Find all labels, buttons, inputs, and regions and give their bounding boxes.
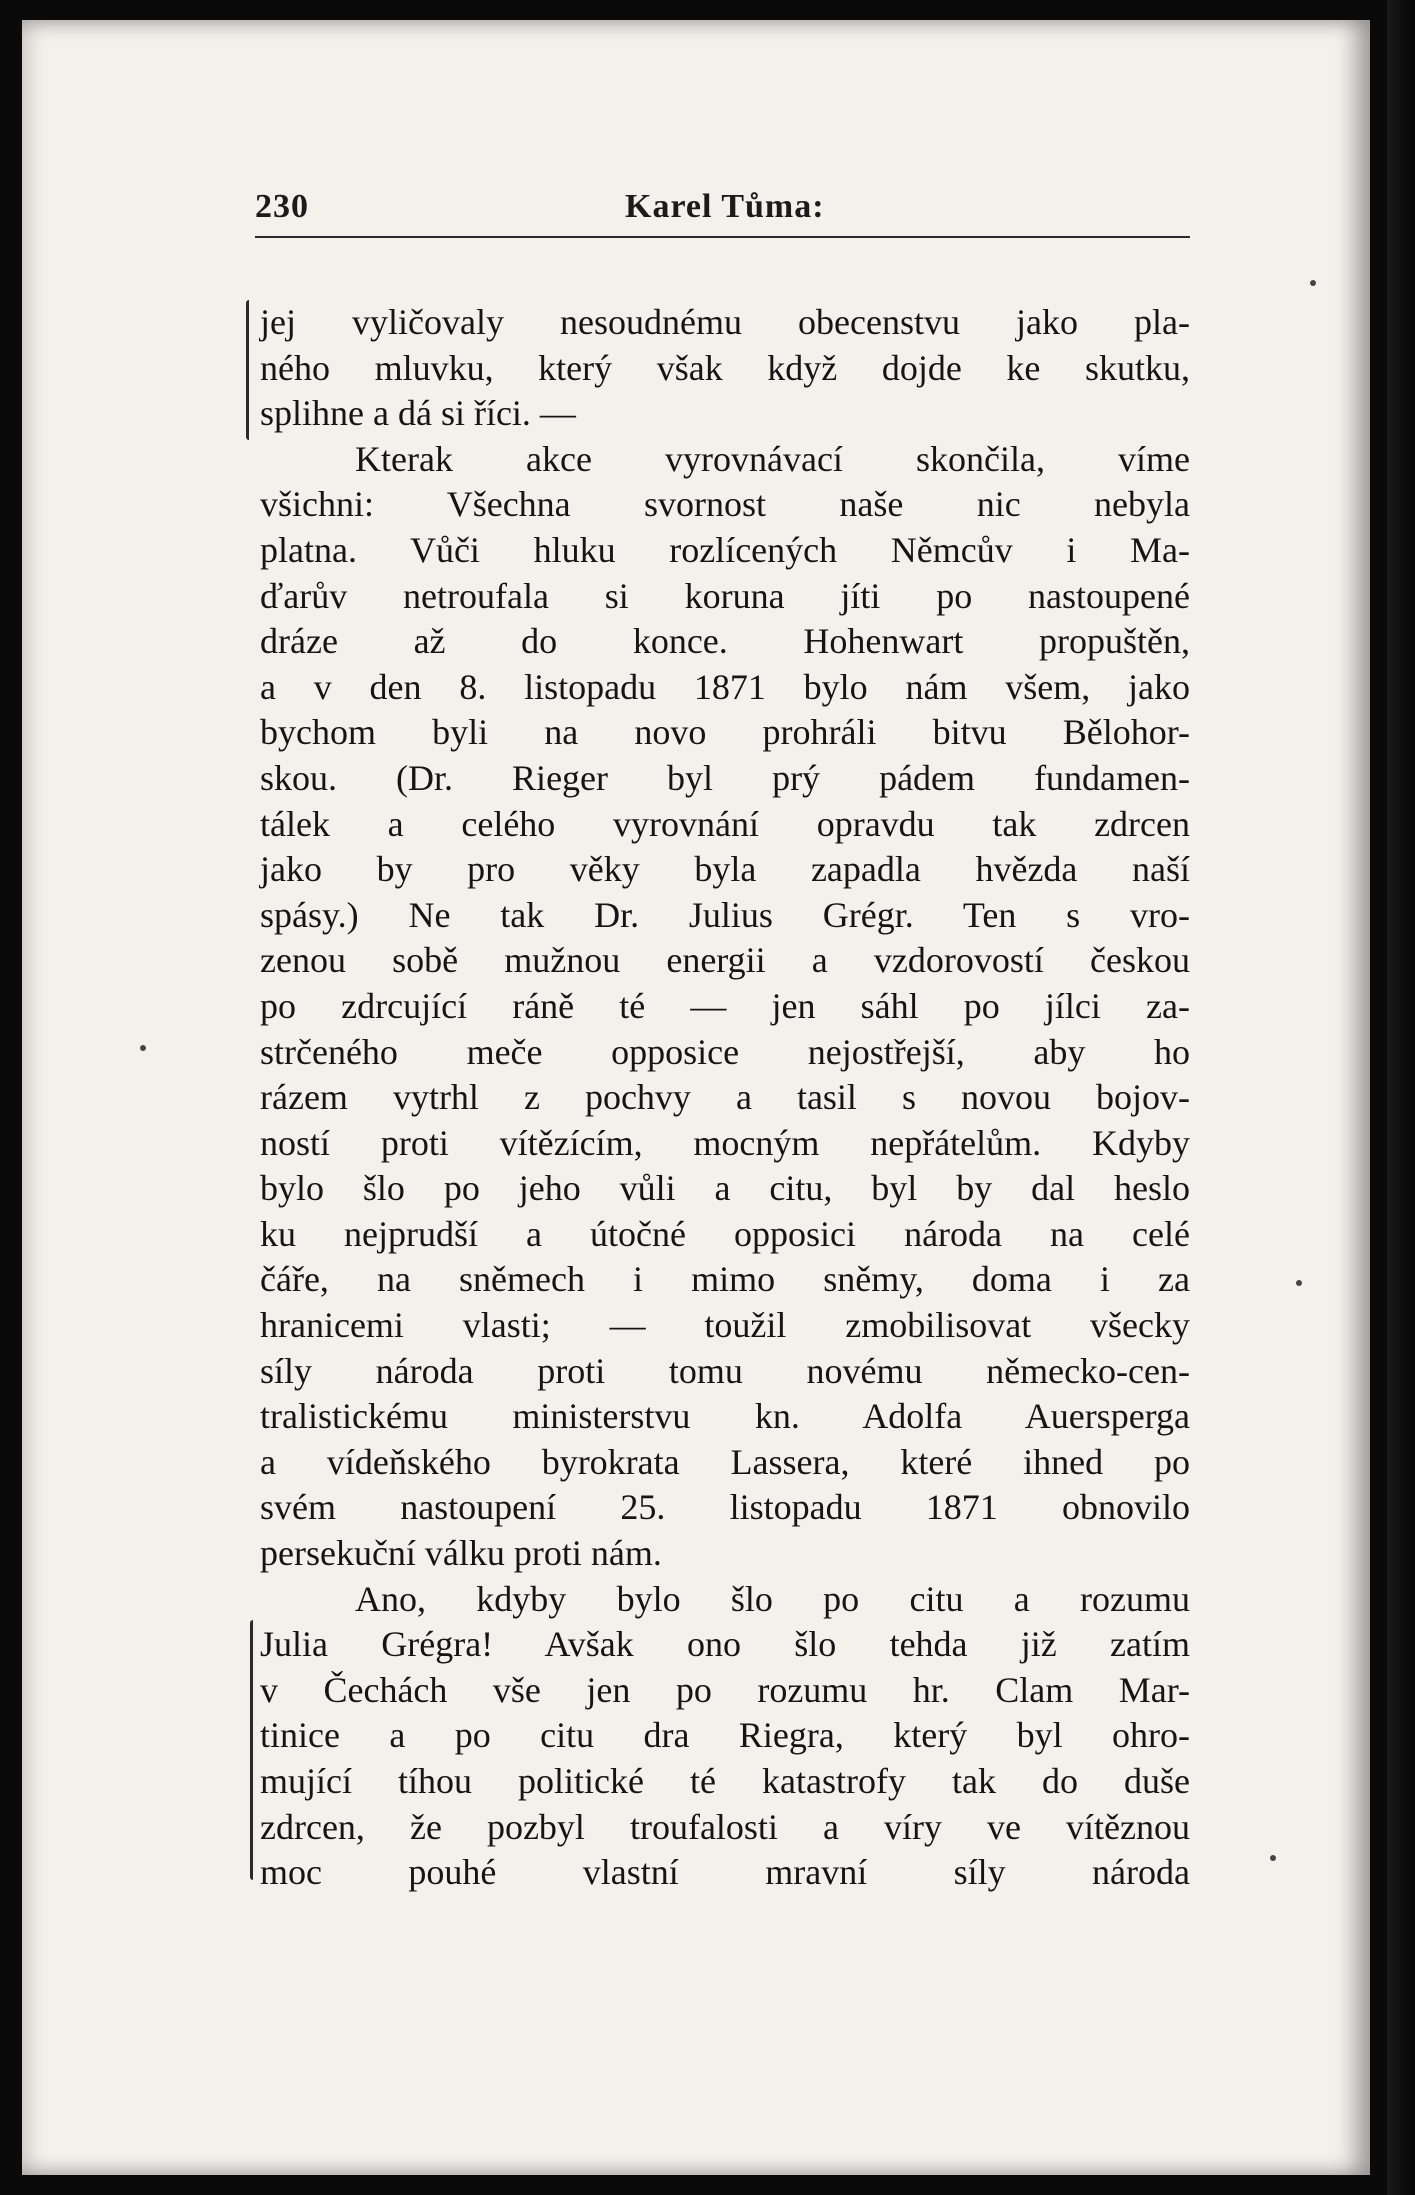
- text-line: rázem vytrhl z pochvy a tasil s novou bojov-: [260, 1077, 1190, 1118]
- text-line: Ano, kdyby bylo šlo po citu a rozumu: [355, 1578, 1190, 1619]
- text-line: skou. (Dr. Rieger byl prý pádem fundamen-: [260, 757, 1190, 798]
- text-line: tálek a celého vyrovnání opravdu tak zdrcen: [260, 803, 1190, 844]
- text-line: ďarův netroufala si koruna jíti po nastoupené: [260, 575, 1190, 616]
- page-number: 230: [255, 188, 309, 225]
- text-line: hranicemi vlasti; — toužil zmobilisovat všecky: [260, 1305, 1190, 1346]
- paper-speck: [1296, 1280, 1302, 1286]
- text-line: moc pouhé vlastní mravní síly národa: [260, 1852, 1190, 1893]
- text-line: všichni: Všechna svornost naše nic nebyla: [260, 484, 1190, 525]
- text-line: splihne a dá si říci. —: [260, 393, 576, 434]
- margin-pencil-mark: [246, 300, 249, 440]
- text-line: persekuční válku proti nám.: [260, 1533, 662, 1574]
- text-line: dráze až do konce. Hohenwart propuštěn,: [260, 621, 1190, 662]
- book-spine-edge: [1387, 0, 1415, 2195]
- text-line: po zdrcující ráně té — jen sáhl po jílci za-: [260, 985, 1190, 1026]
- text-line: Kterak akce vyrovnávací skončila, víme: [355, 438, 1190, 479]
- text-line: mující tíhou politické té katastrofy tak do duše: [260, 1761, 1190, 1801]
- paper-speck: [1270, 1855, 1276, 1861]
- text-line: bychom byli na novo prohráli bitvu Bělohor-: [260, 712, 1190, 753]
- text-line: tinice a po citu dra Riegra, který byl ohro-: [260, 1715, 1190, 1756]
- body-text: [260, 300, 1190, 1896]
- paper-speck: [1310, 280, 1316, 286]
- margin-pencil-mark: [250, 1620, 253, 1880]
- text-line: jej vyličovaly nesoudnému obecenstvu jako pla-: [260, 302, 1190, 342]
- text-line: spásy.) Ne tak Dr. Julius Grégr. Ten s vro-: [260, 894, 1190, 935]
- text-line: ku nejprudší a útočné opposici národa na celé: [260, 1213, 1190, 1254]
- text-line: strčeného meče opposice nejostřejší, aby ho: [260, 1031, 1190, 1072]
- text-line: Julia Grégra! Avšak ono šlo tehda již zatím: [260, 1624, 1190, 1665]
- text-line: zdrcen, že pozbyl troufalosti a víry ve vítěznou: [260, 1806, 1190, 1847]
- text-line: platna. Vůči hluku rozlícených Němcův i Ma-: [260, 529, 1190, 570]
- paper-speck: [140, 1045, 146, 1051]
- text-line: ností proti vítězícím, mocným nepřátelům. Kdyby: [260, 1122, 1190, 1163]
- text-line: čáře, na sněmech i mimo sněmy, doma i za: [260, 1259, 1190, 1300]
- text-line: a vídeňského byrokrata Lassera, které ihned po: [260, 1441, 1190, 1482]
- text-line: ného mluvku, který však když dojde ke skutku,: [260, 347, 1190, 388]
- text-line: jako by pro věky byla zapadla hvězda naší: [260, 849, 1190, 890]
- text-line: svém nastoupení 25. listopadu 1871 obnovilo: [260, 1487, 1190, 1528]
- text-line: a v den 8. listopadu 1871 bylo nám všem, jako: [260, 666, 1190, 707]
- running-header: [255, 188, 1190, 236]
- text-line: zenou sobě mužnou energii a vzdorovostí českou: [260, 940, 1190, 981]
- text-line: tralistickému ministerstvu kn. Adolfa Auersperga: [260, 1396, 1190, 1437]
- text-line: bylo šlo po jeho vůli a citu, byl by dal heslo: [260, 1168, 1190, 1209]
- text-line: v Čechách vše jen po rozumu hr. Clam Mar-: [260, 1669, 1190, 1710]
- text-line: síly národa proti tomu novému německo-cen-: [260, 1350, 1190, 1391]
- header-rule: [255, 236, 1190, 238]
- running-title: Karel Tůma:: [625, 188, 825, 225]
